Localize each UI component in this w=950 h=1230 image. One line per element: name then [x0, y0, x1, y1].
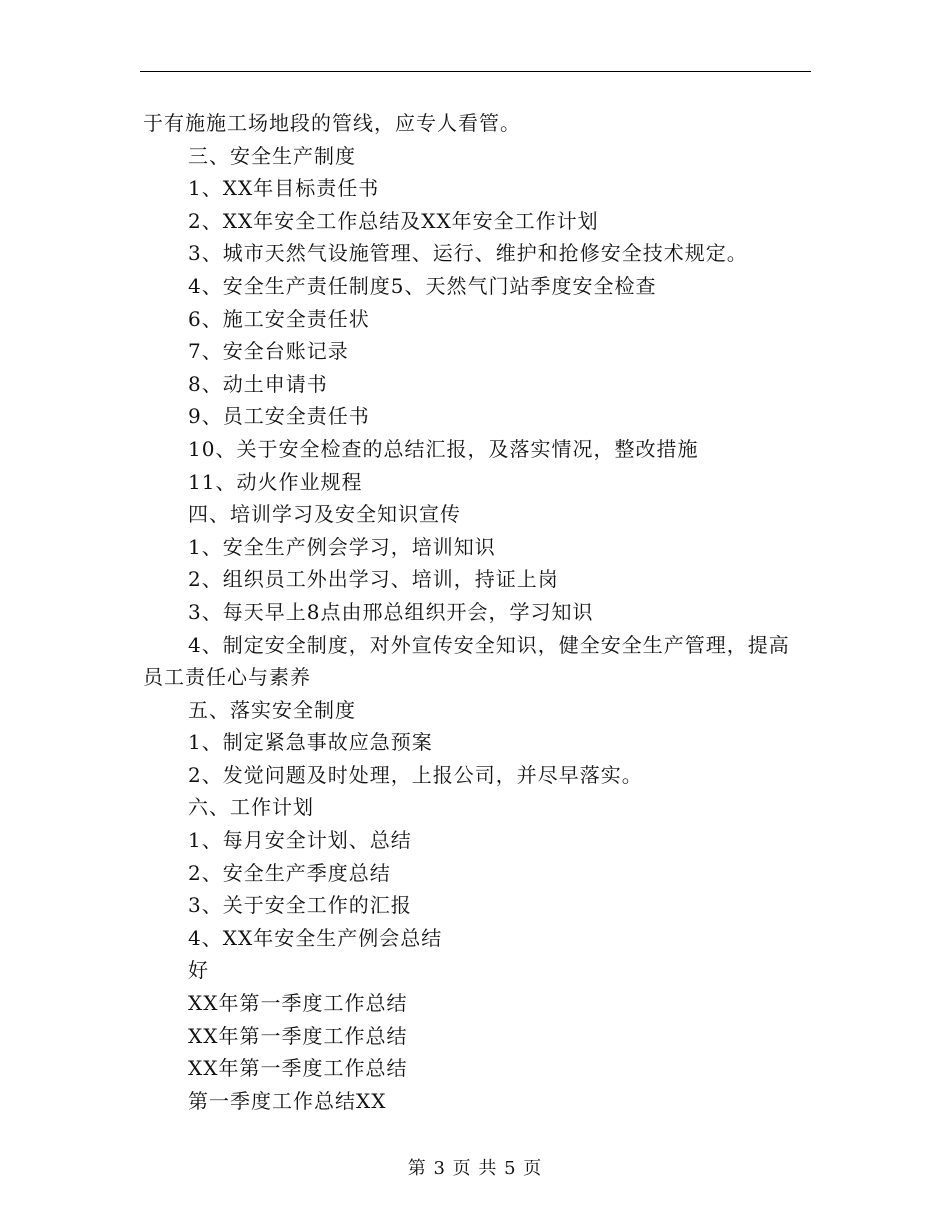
- text-line: XX年第一季度工作总结: [188, 1023, 408, 1048]
- text-line: 1、制定紧急事故应急预案: [188, 730, 433, 755]
- header-rule: [140, 71, 811, 72]
- document-body: [143, 107, 811, 1117]
- text-line: 3、城市天然气设施管理、运行、维护和抢修安全技术规定。: [188, 241, 748, 266]
- text-line: 3、关于安全工作的汇报: [188, 893, 412, 918]
- text-line: 6、施工安全责任状: [188, 306, 370, 331]
- text-line: 三、安全生产制度: [188, 143, 356, 168]
- text-line: 10、关于安全检查的总结汇报，及落实情况，整改措施: [188, 436, 699, 461]
- text-line: 员工责任心与素养: [143, 665, 311, 690]
- text-line: 3、每天早上8点由邢总组织开会，学习知识: [188, 599, 594, 624]
- text-line: 2、XX年安全工作总结及XX年安全工作计划: [188, 208, 599, 233]
- text-line: 四、培训学习及安全知识宣传: [188, 502, 461, 527]
- text-line: 2、发觉问题及时处理，上报公司，并尽早落实。: [188, 762, 643, 787]
- page-footer: 第 3 页 共 5 页: [407, 1158, 543, 1179]
- text-line: 2、安全生产季度总结: [188, 860, 391, 885]
- text-line: 1、安全生产例会学习，培训知识: [188, 534, 496, 559]
- text-line: 第一季度工作总结XX: [188, 1088, 387, 1113]
- text-line: XX年第一季度工作总结: [188, 1056, 408, 1081]
- text-line: XX年第一季度工作总结: [188, 991, 408, 1016]
- text-line: 于有施施工场地段的管线，应专人看管。: [143, 111, 521, 135]
- text-line: 好: [188, 958, 209, 983]
- text-line: 4、安全生产责任制度5、天然气门站季度安全检查: [188, 273, 657, 298]
- text-line: 2、组织员工外出学习、培训，持证上岗: [188, 567, 559, 592]
- text-line: 六、工作计划: [188, 795, 314, 820]
- text-line: 1、XX年目标责任书: [188, 176, 380, 201]
- text-line: 1、每月安全计划、总结: [188, 828, 412, 853]
- text-line: 4、制定安全制度，对外宣传安全知识，健全安全生产管理，提高: [188, 632, 790, 657]
- text-line: 7、安全台账记录: [188, 339, 349, 364]
- text-line: 9、员工安全责任书: [188, 404, 370, 429]
- text-line: 8、动土申请书: [188, 371, 328, 396]
- text-line: 11、动火作业规程: [188, 469, 363, 494]
- text-line: 五、落实安全制度: [188, 697, 356, 722]
- text-line: 4、XX年安全生产例会总结: [188, 925, 443, 950]
